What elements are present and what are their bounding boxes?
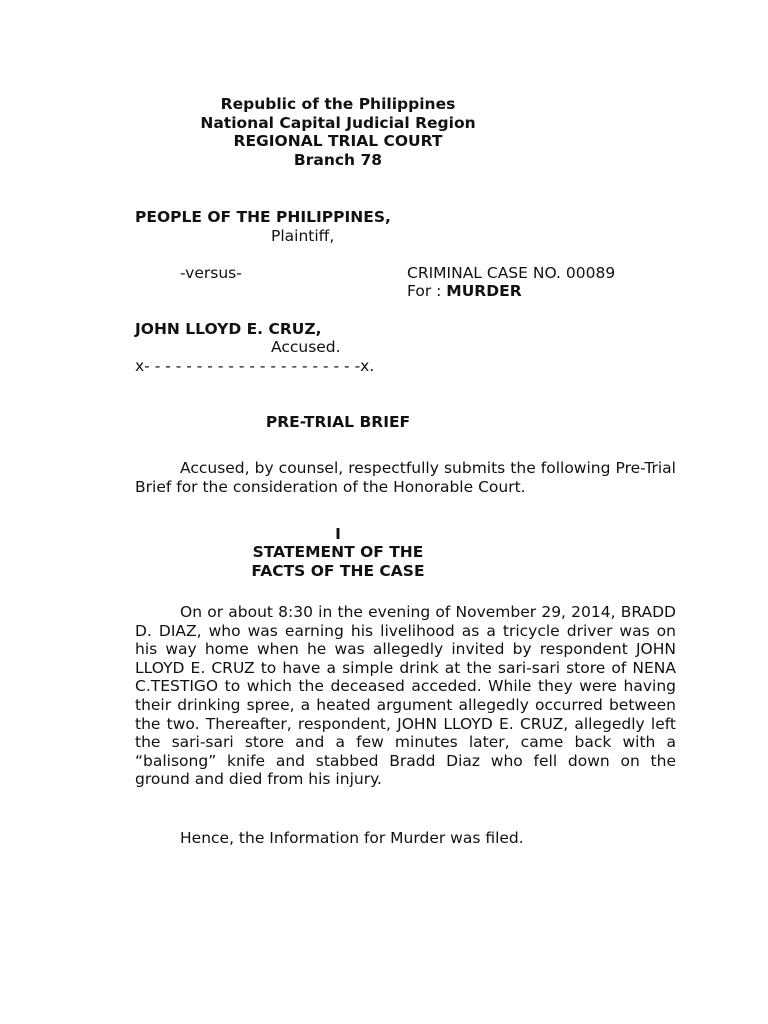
header-branch: Branch 78 bbox=[293, 151, 383, 169]
plaintiff-name: PEOPLE OF THE PHILIPPINES, bbox=[135, 208, 391, 226]
versus-label: -versus- bbox=[180, 264, 242, 282]
section-heading-line2: FACTS OF THE CASE bbox=[251, 562, 425, 580]
header-court: REGIONAL TRIAL COURT bbox=[233, 132, 443, 150]
conclusion-paragraph: Hence, the Information for Murder was filed. bbox=[180, 829, 524, 847]
intro-paragraph: Accused, by counsel, respectfully submits the following Pre-Trial Brief for the consideration of the Honorable Court. bbox=[135, 459, 676, 496]
accused-name: JOHN LLOYD E. CRUZ, bbox=[135, 320, 322, 338]
header-republic: Republic of the Philippines bbox=[220, 95, 456, 113]
plaintiff-role: Plaintiff, bbox=[271, 227, 335, 245]
section-numeral: I bbox=[335, 525, 341, 543]
case-number: CRIMINAL CASE NO. 00089 bbox=[407, 264, 616, 282]
section-heading-line1: STATEMENT OF THE bbox=[252, 543, 424, 561]
caption-separator: x- - - - - - - - - - - - - - - - - - - - -x. bbox=[135, 357, 375, 375]
charge-value: MURDER bbox=[446, 282, 522, 300]
accused-role: Accused. bbox=[271, 338, 341, 356]
case-charge bbox=[407, 282, 522, 300]
document-title: PRE-TRIAL BRIEF bbox=[265, 413, 411, 431]
facts-paragraph: On or about 8:30 in the evening of November 29, 2014, BRADD D. DIAZ, who was earning his livelihood as a tricycle driver was on his way home when he was allegedly invited by respondent JOHN LLOYD E. CRUZ to have a simple drink at the sari-sari store of NENA C.TESTIGO to which the deceased acceded. While they were having their drinking spree, a heated argument allegedly occurred between the two. Thereafter, respondent, JOHN LLOYD E. CRUZ, allegedly left the sari-sari store and a few minutes later, came back with a “balisong” knife and stabbed Bradd Diaz who fell down on the ground and died from his injury. bbox=[135, 603, 676, 789]
header-region: National Capital Judicial Region bbox=[200, 114, 476, 132]
charge-label: For : bbox=[407, 282, 447, 300]
